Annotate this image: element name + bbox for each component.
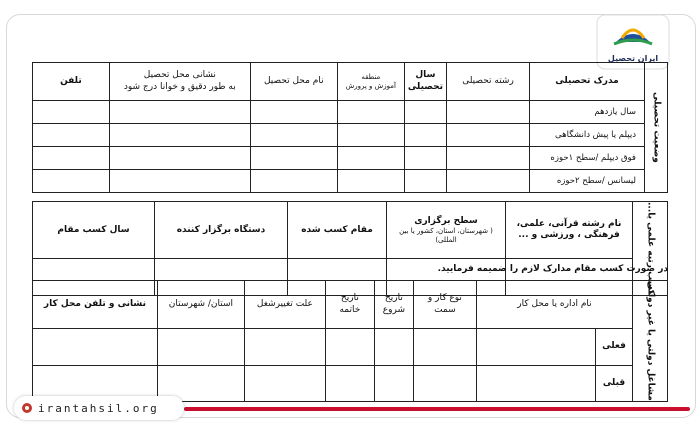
- header-phone: تلفن: [33, 63, 110, 101]
- website-badge[interactable]: [14, 396, 184, 420]
- logo-text: ایران تحصیل: [607, 54, 659, 63]
- header-type: نوع کار و سمت: [413, 281, 476, 329]
- header-province: استان/ شهرستان: [157, 281, 244, 329]
- place-cell[interactable]: [250, 124, 337, 147]
- education-table: [32, 62, 668, 193]
- address-cell[interactable]: [109, 147, 250, 170]
- website-url: irantahsil.org: [38, 401, 159, 415]
- attachment-note: در صورت کسب مقام مدارک لازم را ضمیمه فرمایید.: [437, 264, 668, 274]
- header-year: سال تحصیلی: [404, 63, 446, 101]
- level-label: لیسانس /سطح ۲حوزه: [530, 170, 645, 193]
- year-cell[interactable]: [404, 170, 446, 193]
- section-title-education: وضعیت تحصیلی: [645, 63, 668, 193]
- start-cell[interactable]: [374, 329, 413, 365]
- place-cell[interactable]: [250, 101, 337, 124]
- row-label-current: فعلی: [596, 329, 633, 365]
- reason-cell[interactable]: [244, 329, 325, 365]
- section-title-employment: مشاغل دولتی یا غیر دولتی: [633, 281, 668, 402]
- footer-accent-line: [184, 407, 690, 411]
- place-cell[interactable]: [250, 147, 337, 170]
- work-address-cell[interactable]: [33, 329, 158, 365]
- org-cell[interactable]: [476, 365, 595, 401]
- end-cell[interactable]: [325, 329, 374, 365]
- org-cell[interactable]: [476, 329, 595, 365]
- region-cell[interactable]: [337, 124, 404, 147]
- region-cell[interactable]: [337, 147, 404, 170]
- field-cell[interactable]: [447, 170, 530, 193]
- header-end: تاریخ خاتمه: [325, 281, 374, 329]
- province-cell[interactable]: [157, 329, 244, 365]
- field-cell[interactable]: [447, 101, 530, 124]
- location-pin-icon: [22, 403, 32, 413]
- phone-cell[interactable]: [33, 170, 110, 193]
- year-cell[interactable]: [404, 101, 446, 124]
- header-level: سطح برگزاری ( شهرستان، استان، کشور یا بین المللی): [387, 202, 506, 259]
- field-cell[interactable]: [447, 147, 530, 170]
- header-rank: مقام کسب شده: [288, 202, 387, 259]
- header-reason: علت تغییرشغل: [244, 281, 325, 329]
- header-address: نشانی محل تحصیل به طور دقیق و خوانا درج شود: [109, 63, 250, 101]
- header-work-address: نشانی و تلفن محل کار: [33, 281, 158, 329]
- end-cell[interactable]: [325, 365, 374, 401]
- header-achievement-year: سال کسب مقام: [33, 202, 155, 259]
- start-cell[interactable]: [374, 365, 413, 401]
- header-degree: مدرک تحصیلی: [530, 63, 645, 101]
- header-field: رشته تحصیلی: [447, 63, 530, 101]
- header-start: تاریخ شروع: [374, 281, 413, 329]
- header-organizer: دستگاه برگزار کننده: [155, 202, 288, 259]
- header-region: منطقه آموزش و پرورش: [337, 63, 404, 101]
- type-cell[interactable]: [413, 365, 476, 401]
- header-org: نام اداره یا محل کار: [476, 281, 632, 329]
- region-cell[interactable]: [337, 170, 404, 193]
- address-cell[interactable]: [109, 101, 250, 124]
- place-cell[interactable]: [250, 170, 337, 193]
- phone-cell[interactable]: [33, 147, 110, 170]
- level-label: فوق دیپلم /سطح ۱حوزه: [530, 147, 645, 170]
- section-title-achievement: کسب رتبه علمی یا...: [633, 202, 668, 296]
- employment-table: [32, 280, 668, 402]
- row-label-previous: قبلی: [596, 365, 633, 401]
- type-cell[interactable]: [413, 329, 476, 365]
- field-cell[interactable]: [447, 124, 530, 147]
- year-cell[interactable]: [404, 147, 446, 170]
- header-place: نام محل تحصیل: [250, 63, 337, 101]
- year-cell[interactable]: [404, 124, 446, 147]
- address-cell[interactable]: [109, 170, 250, 193]
- address-cell[interactable]: [109, 124, 250, 147]
- header-achievement-field: نام رشته قرآنی، علمی، فرهنگی ، ورزشی و ...: [506, 202, 633, 259]
- region-cell[interactable]: [337, 101, 404, 124]
- reason-cell[interactable]: [244, 365, 325, 401]
- level-label: سال یازدهم: [530, 101, 645, 124]
- level-label: دیپلم یا پیش دانشگاهی: [530, 124, 645, 147]
- phone-cell[interactable]: [33, 101, 110, 124]
- phone-cell[interactable]: [33, 124, 110, 147]
